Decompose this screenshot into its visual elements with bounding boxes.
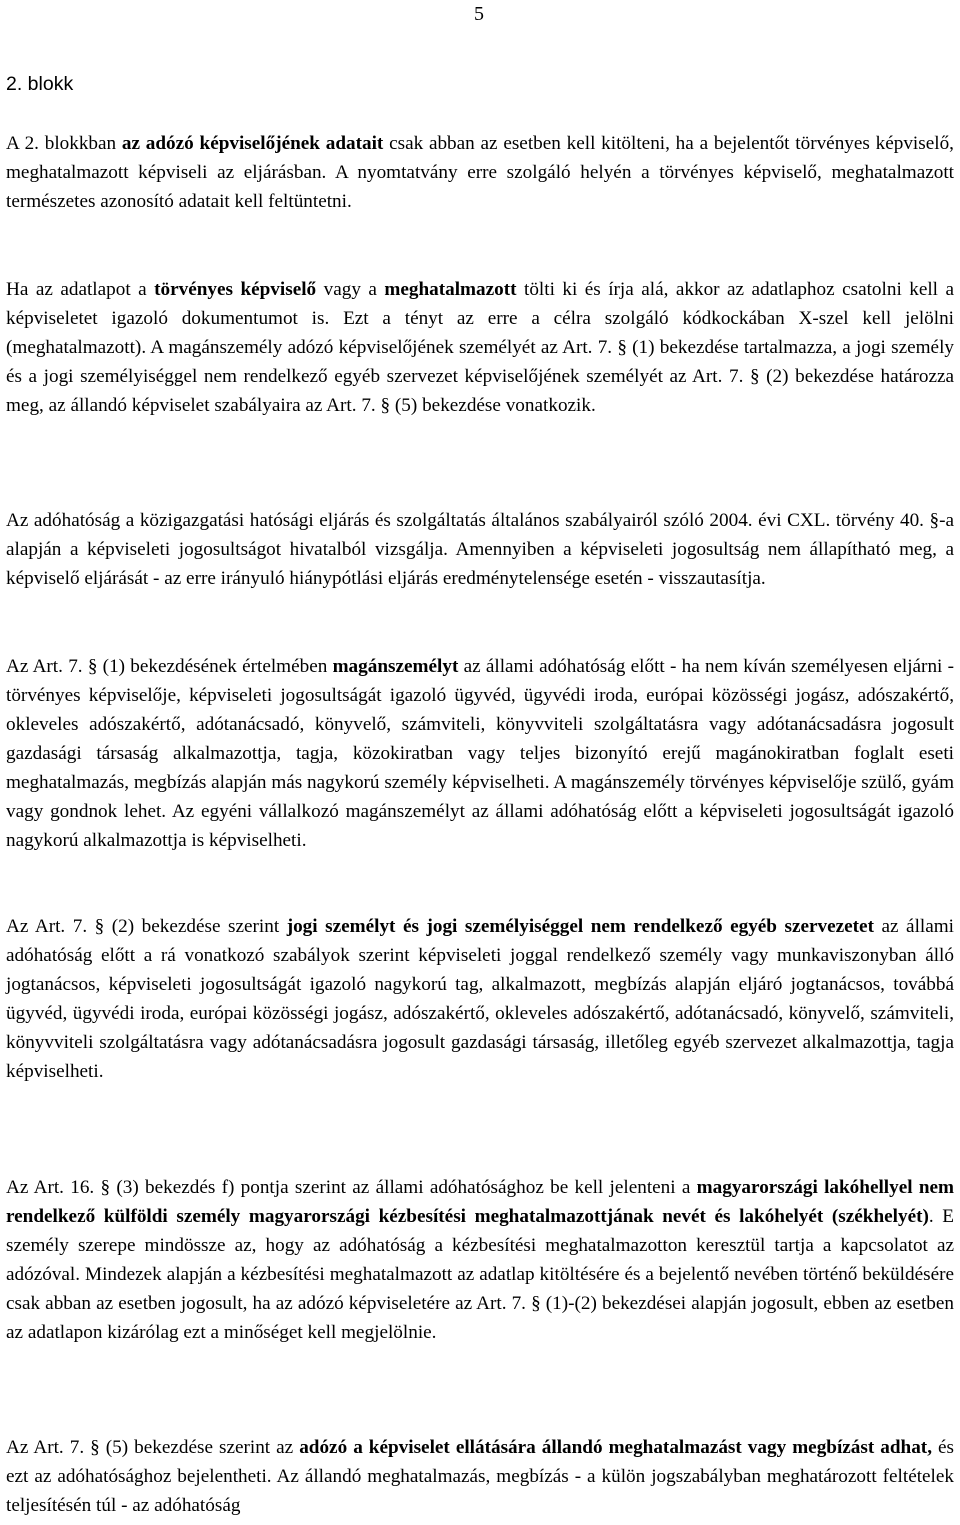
paragraph-art7-1	[6, 652, 954, 855]
text-run: Az Art. 7. § (1) bekezdésének értelmében	[6, 656, 333, 677]
text-run: az állami adóhatóság előtt a rá vonatkozó szabályok szerint képviseleti joggal rendelkező személy vagy munkaviszonyban álló jogtanácsos, képviseleti jogosultságát igazoló nagykorú tag, alkalmazott, megbízás alapján eljáró jogtanácsos, továbbá ügyvéd, ügyvédi iroda, európai közösségi jogász, adószakértő, okleveles adószakértő, adótanácsadó, könyvelő, számviteli, könyvviteli szolgáltatásra vagy adótanácsadásra jogosult gazdasági társaság, illetőleg egyéb szervezet alkalmazottja, tagja képviselheti.	[6, 916, 954, 1082]
bold-text-run: magyarországi lakóhellyel nem rendelkező külföldi személy magyarországi kézbesítési meghatalmazottjának nevét és lakóhelyét (székhelyét)	[6, 1177, 955, 1227]
text-run: A 2. blokkban	[6, 133, 122, 154]
text-run: csak abban az esetben kell kitölteni, ha a bejelentőt törvényes képviselő, meghatalmazott képviseli az eljárásban. A nyomtatvány erre szolgáló helyén a törvényes képviselő, meghatalmazott természetes azonosító adatait kell feltüntetni.	[6, 133, 954, 212]
paragraph-representative-data	[6, 129, 954, 216]
text-run: Ha az adatlapot a	[6, 279, 155, 300]
bold-text-run: magánszemélyt	[332, 656, 459, 677]
paragraph-authority-check	[6, 506, 954, 593]
text-run: és ezt az adóhatósághoz bejelentheti. Az állandó meghatalmazás, megbízás - a külön jogszabályban meghatározott feltételek teljesítésén túl - az adóhatóság	[6, 1437, 955, 1516]
text-run: Az Art. 7. § (2) bekezdése szerint	[6, 916, 287, 937]
paragraph-art16-3f	[6, 1173, 954, 1347]
text-run: . E személy szerepe mindössze az, hogy az adóhatóság a kézbesítési meghatalmazotton keresztül tartja a kapcsolatot az adózóval. Mindezek alapján a kézbesítési meghatalmazott az adatlap kitöltésére és a bejelentő nevében történő beküldésére csak abban az esetben jogosult, ha az adózó képviseletére az Art. 7. § (1)-(2) bekezdései alapján jogosult, ebben az esetben az adatlapon kizárólag ezt a minőséget kell megjelölnie.	[6, 1206, 954, 1343]
page-number: 5	[474, 3, 484, 25]
paragraph-art7-5	[6, 1433, 954, 1520]
text-run: az állami adóhatóság előtt - ha nem kíván személyesen eljárni - törvényes képviselője, képviseleti jogosultságát igazoló ügyvéd, ügyvédi iroda, európai közösségi jogász, adószakértő, okleveles adószakértő, adótanácsadó, könyvelő, számviteli, könyvviteli szolgáltatásra vagy adótanácsadásra jogosult gazdasági társaság alkalmazottja, tagja, közokiratban vagy teljes bizonyító erejű magánokiratban foglalt eseti meghatalmazás, megbízás alapján más nagykorú személy képviselheti. A magánszemély törvényes képviselője szülő, gyám vagy gondnok lehet. Az egyéni vállalkozó magánszemélyt az állami adóhatóság előtt a képviseleti jogosultságát igazoló nagykorú alkalmazottja is képviselheti.	[6, 656, 955, 851]
text-run: Az Art. 7. § (5) bekezdése szerint az	[6, 1437, 300, 1458]
bold-text-run: meghatalmazott	[384, 279, 517, 300]
bold-text-run: az adózó képviselőjének adatait	[121, 133, 384, 154]
bold-text-run: adózó a képviselet ellátására állandó meghatalmazást vagy megbízást adhat,	[299, 1437, 932, 1458]
bold-text-run: jogi személyt és jogi személyiséggel nem rendelkező egyéb szervezetet	[286, 916, 874, 937]
text-run: tölti ki és írja alá, akkor az adatlaphoz csatolni kell a képviseletet igazoló dokumentumot is. Ezt a tényt az erre a célra szolgáló kódkockában X-szel kell jelölni (meghatalmazott). A magánszemély adózó képviselőjének személyét az Art. 7. § (1) bekezdése tartalmazza, a jogi személy és a jogi személyiséggel nem rendelkező egyéb szervezet képviselőjének személyét az Art. 7. § (2) bekezdése határozza meg, az állandó képviselet szabályaira az Art. 7. § (5) bekezdése vonatkozik.	[6, 279, 954, 416]
paragraph-legal-representative	[6, 275, 954, 420]
bold-text-run: törvényes képviselő	[154, 279, 317, 300]
text-run: Az adóhatóság a közigazgatási hatósági eljárás és szolgáltatás általános szabályairól szóló 2004. évi CXL. törvény 40. §-a alapján a képviseleti jogosultságot hivatalból vizsgálja. Amennyiben a képviseleti jogosultság nem állapítható meg, a képviselő eljárását - az erre irányuló hiánypótlási eljárás eredménytelensége esetén - visszautasítja.	[6, 510, 954, 589]
text-run: vagy a	[316, 279, 385, 300]
section-heading: 2. blokk	[6, 73, 74, 95]
paragraph-art7-2	[6, 912, 954, 1086]
text-run: Az Art. 16. § (3) bekezdés f) pontja szerint az állami adóhatósághoz be kell jelenteni a	[6, 1177, 697, 1198]
